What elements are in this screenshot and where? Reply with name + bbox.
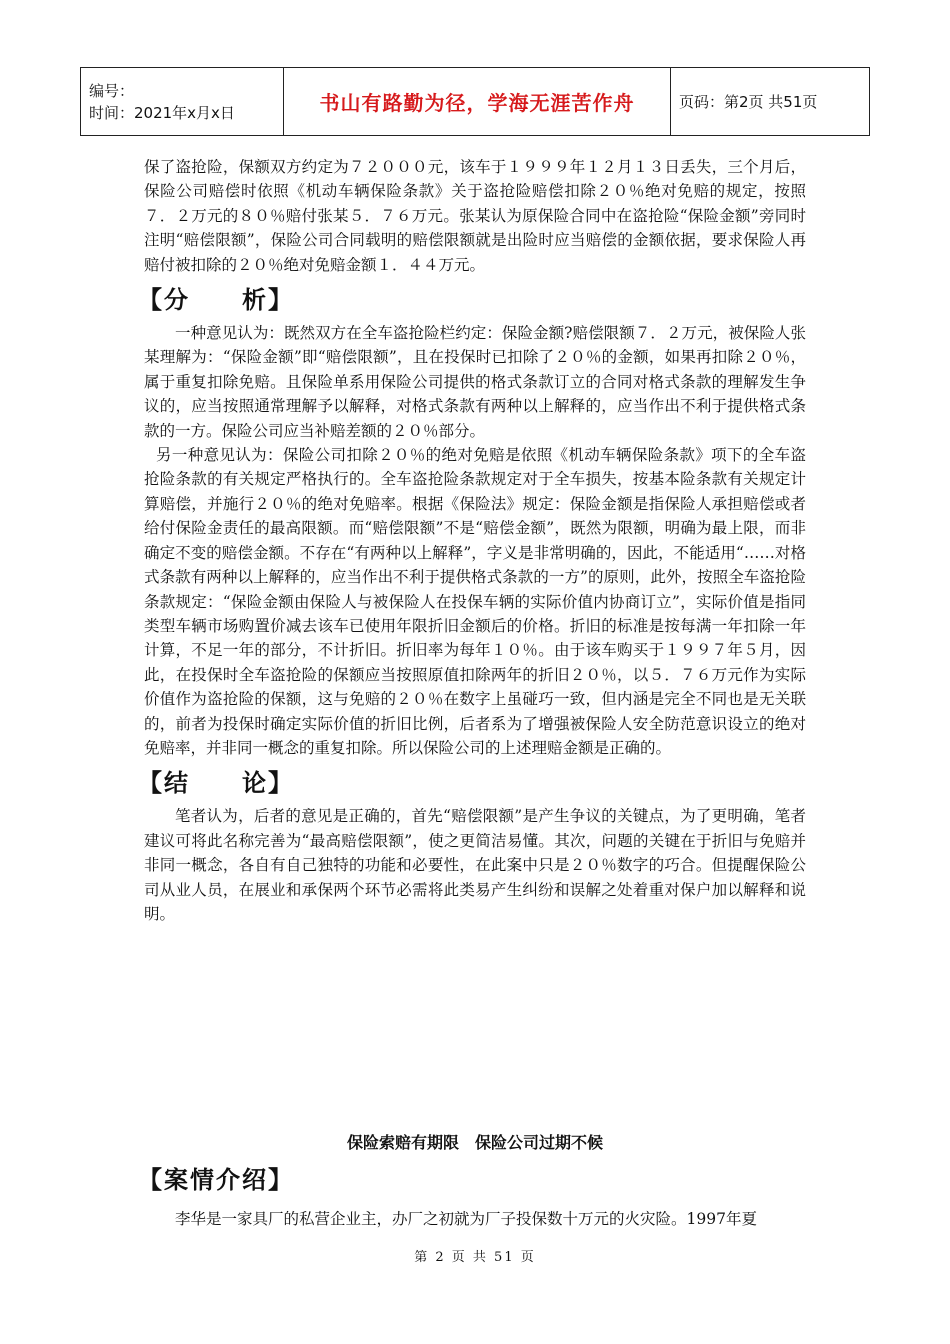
- case-intro-paragraph: 李华是一家具厂的私营企业主，办厂之初就为厂子投保数十万元的火灾险。1997年夏: [175, 1210, 757, 1228]
- conclusion-paragraph: 笔者认为，后者的意见是正确的，首先“赔偿限额”是产生争议的关键点，为了更明确，笔者建议可将此名称完善为“最高赔偿限额”，使之更简洁易懂。其次，问题的关键在于折旧与免赔并非同一概念，各自有自己独特的功能和必要性，在此案中只是２０％数字的巧合。但提醒保险公司从业人员，在展业和承保两个环节必需将此类易产生纠纷和误解之处着重对保户加以解释和说明。: [144, 807, 806, 923]
- motto: 书山有路勤为径，学海无涯苦作舟: [319, 91, 635, 115]
- header-left-cell: [81, 68, 284, 136]
- analysis-paragraph-1: 一种意见认为：既然双方在全车盗抢险栏约定：保险金额?赔偿限额７．２万元，被保险人张某理解为：“保险金额”即“赔偿限额”，且在投保时已扣除了２０％的金额，如果再扣除２０％，属于重复扣除免赔。且保险单系用保险公司提供的格式条款订立的合同对格式条款的理解发生争议的，应当按照通常理解予以解释，对格式条款有两种以上解释的，应当作出不利于提供格式条款的一方。保险公司应当补赔差额的２０％部分。: [144, 324, 806, 440]
- page-header: [80, 67, 870, 136]
- date-label: 时间：2021年x月x日: [89, 103, 235, 122]
- page-number-label: 页码：第2页 共51页: [671, 68, 870, 136]
- header-motto-cell: [284, 68, 671, 136]
- analysis-paragraph-2: 另一种意见认为：保险公司扣除２０％的绝对免赔是依照《机动车辆保险条款》项下的全车盗抢险条款的有关规定严格执行的。全车盗抢险条款规定对于全车损失，按基本险条款有关规定计算赔偿，并施行２０％的绝对免赔率。根据《保险法》规定：保险金额是指保险人承担赔偿或者给付保险金责任的最高限额。而“赔偿限额”不是“赔偿金额”，既然为限额，明确为最上限，而非确定不变的赔偿金额。不存在“有两种以上解释”，字义是非常明确的，因此，不能适用“……对格式条款有两种以上解释的，应当作出不利于提供格式条款的一方”的原则，此外，按照全车盗抢险条款规定：“保险金额由保险人与被保险人在投保车辆的实际价值内协商订立”，实际价值是指同类型车辆市场购置价减去该车已使用年限折旧金额后的价格。折旧的标准是按每满一年扣除一年计算，不足一年的部分，不计折旧。折旧率为每年１０％。由于该车购买于１９９７年５月，因此，在投保时全车盗抢险的保额应当按照原值扣除两年的折旧２０％，以５．７６万元作为实际价值作为盗抢险的保额，这与免赔的２０％在数字上虽碰巧一致，但内涵是完全不同也是无关联的，前者为投保时确定实际价值的折旧比例，后者系为了增强被保险人安全防范意识设立的绝对免赔率，并非同一概念的重复扣除。所以保险公司的上述理赔金额是正确的。: [144, 446, 806, 757]
- next-case-title: 保险索赔有期限 保险公司过期不候: [346, 1133, 603, 1152]
- continued-paragraph: 保了盗抢险，保额双方约定为７２０００元，该车于１９９９年１２月１３日丢失，三个月后，保险公司赔偿时依照《机动车辆保险条款》关于盗抢险赔偿扣除２０％绝对免赔的规定，按照７．２万元的８０％赔付张某５．７６万元。张某认为原保险合同中在盗抢险“保险金额”旁同时注明“赔偿限额”，保险公司合同载明的赔偿限额就是出险时应当赔偿的金额依据，要求保险人再赔付被扣除的２０％绝对免赔金额１．４４万元。: [144, 158, 806, 274]
- case-intro-heading: 【案情介绍】: [138, 1166, 294, 1194]
- conclusion-heading: 【结 论】: [138, 769, 294, 798]
- main-content: [138, 155, 806, 926]
- case-intro-paragraph-wrap: [144, 1207, 806, 1231]
- analysis-heading: 【分 析】: [138, 286, 294, 315]
- page-footer: 第 2 页 共 51 页: [414, 1250, 536, 1265]
- serial-label: 编号：: [89, 81, 135, 100]
